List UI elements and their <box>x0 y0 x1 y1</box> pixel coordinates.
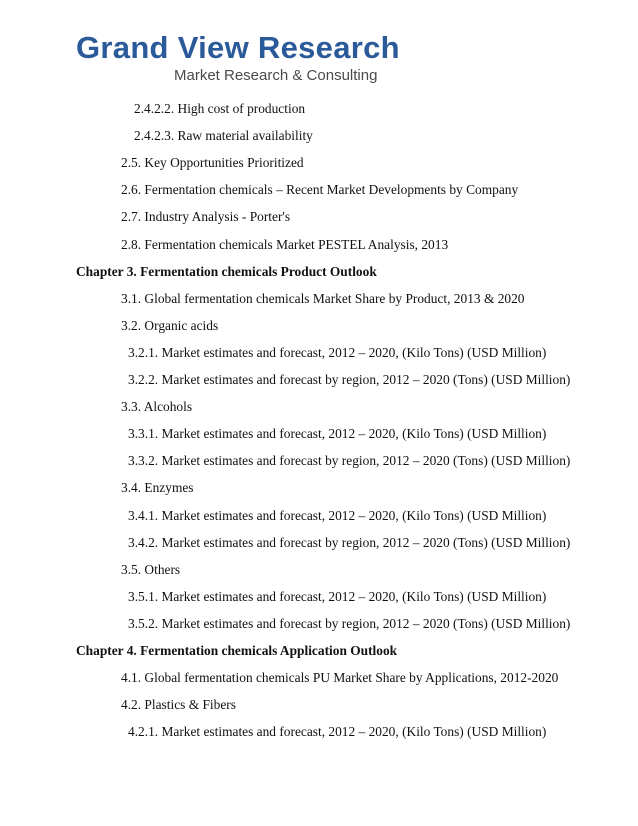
toc-entry: 3.4.2. Market estimates and forecast by region, 2012 – 2020 (Tons) (USD Million) <box>128 535 571 550</box>
toc-entry: 2.4.2.3. Raw material availability <box>134 128 313 143</box>
toc-entry: 3.3.1. Market estimates and forecast, 2012 – 2020, (Kilo Tons) (USD Million) <box>128 426 547 441</box>
toc-entry: 2.4.2.2. High cost of production <box>134 101 306 116</box>
brand-name: Grand View Research <box>76 30 400 65</box>
toc-entry: 2.8. Fermentation chemicals Market PESTEL Analysis, 2013 <box>121 237 449 252</box>
brand-tagline: Market Research & Consulting <box>174 67 378 84</box>
toc-entry: 3.5.2. Market estimates and forecast by region, 2012 – 2020 (Tons) (USD Million) <box>128 616 571 631</box>
toc-entry: 3.3. Alcohols <box>121 399 193 414</box>
toc-entry: 3.2. Organic acids <box>121 318 219 333</box>
toc-entry: 3.5.1. Market estimates and forecast, 2012 – 2020, (Kilo Tons) (USD Million) <box>128 589 547 604</box>
toc-entry: 3.3.2. Market estimates and forecast by region, 2012 – 2020 (Tons) (USD Million) <box>128 453 571 468</box>
brand-logo <box>76 30 400 84</box>
toc-entry: 2.5. Key Opportunities Prioritized <box>121 155 304 170</box>
toc-entry: 2.7. Industry Analysis - Porter's <box>121 209 291 224</box>
toc-entry: 3.5. Others <box>121 562 181 577</box>
toc-entry: 4.2. Plastics & Fibers <box>121 697 236 712</box>
toc-entry: 2.6. Fermentation chemicals – Recent Market Developments by Company <box>121 182 519 197</box>
toc-entry: 3.1. Global fermentation chemicals Market Share by Product, 2013 & 2020 <box>121 291 525 306</box>
toc-entry: 3.4.1. Market estimates and forecast, 2012 – 2020, (Kilo Tons) (USD Million) <box>128 508 547 523</box>
toc-entry: 3.2.1. Market estimates and forecast, 2012 – 2020, (Kilo Tons) (USD Million) <box>128 345 547 360</box>
toc-entry: 3.4. Enzymes <box>121 480 194 495</box>
toc-entry: 3.2.2. Market estimates and forecast by region, 2012 – 2020 (Tons) (USD Million) <box>128 372 571 387</box>
toc-entry: 4.2.1. Market estimates and forecast, 2012 – 2020, (Kilo Tons) (USD Million) <box>128 724 547 739</box>
toc-entry: 4.1. Global fermentation chemicals PU Market Share by Applications, 2012-2020 <box>121 670 559 685</box>
toc-chapter-heading: Chapter 4. Fermentation chemicals Application Outlook <box>76 643 398 658</box>
toc-chapter-heading: Chapter 3. Fermentation chemicals Product Outlook <box>76 264 377 279</box>
